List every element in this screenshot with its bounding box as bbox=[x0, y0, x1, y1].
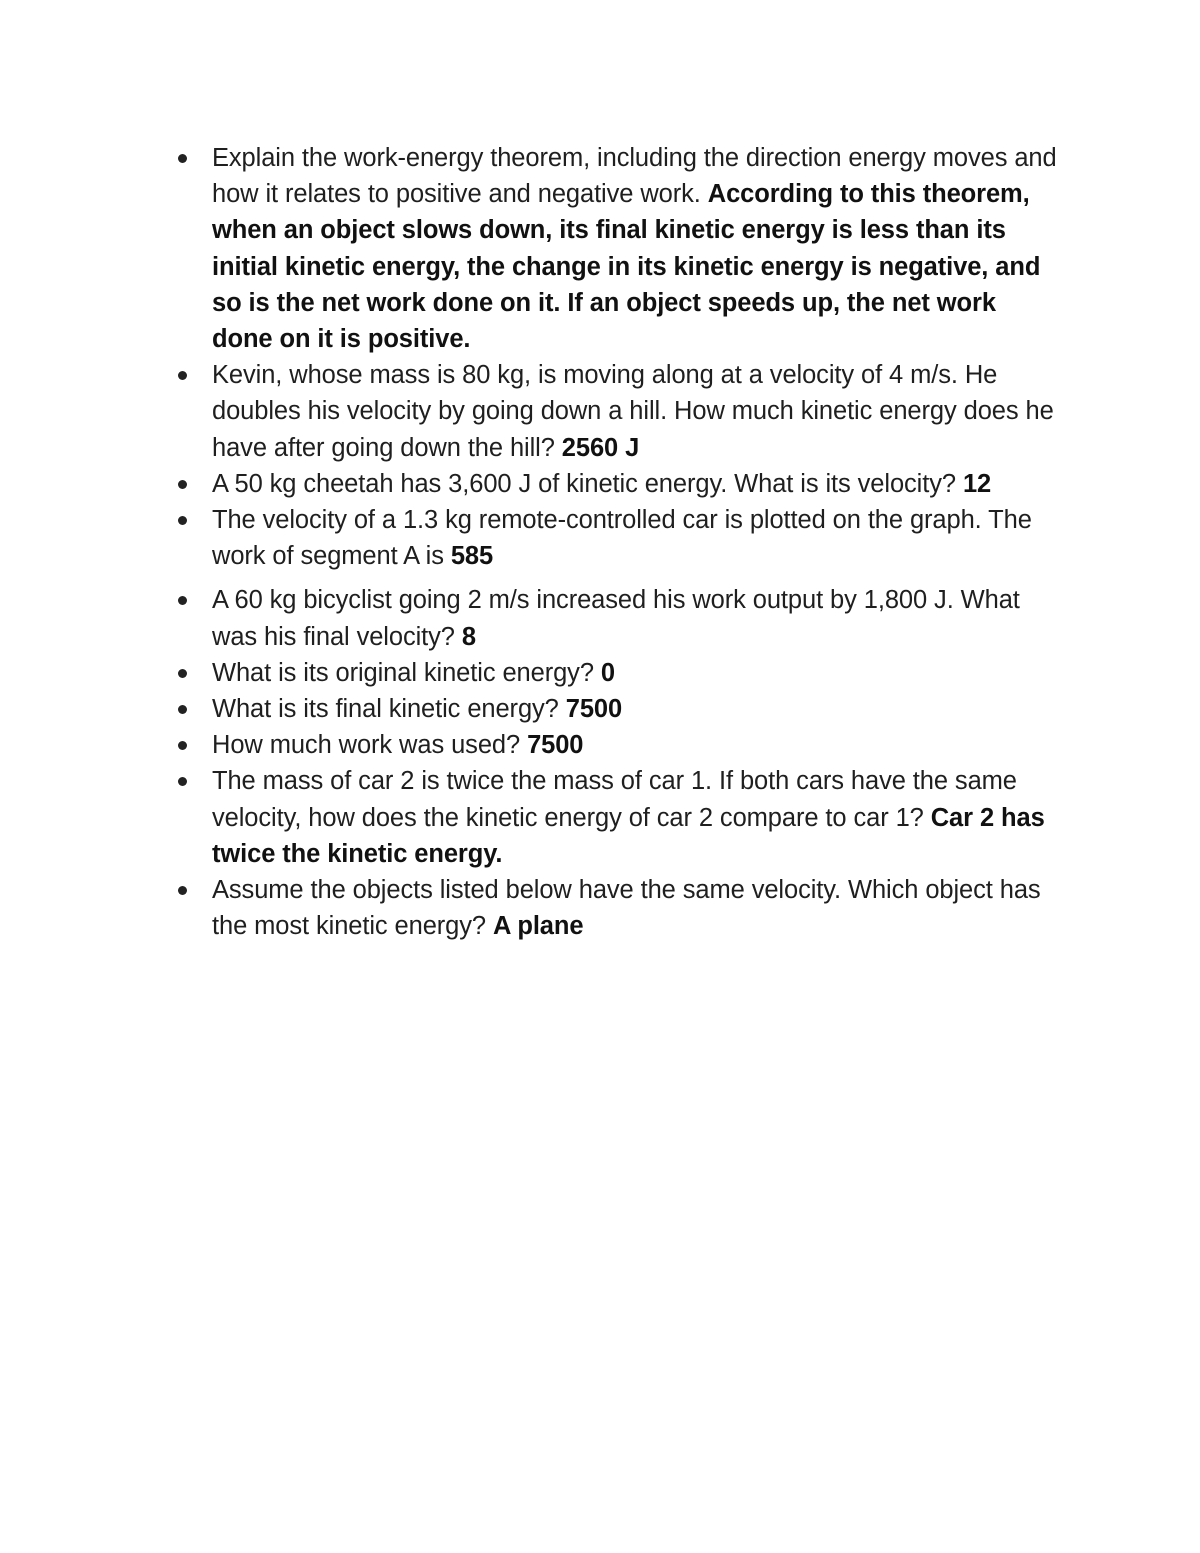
list-item bbox=[212, 502, 1062, 574]
answer-text: 7500 bbox=[527, 731, 584, 760]
question-text: The mass of car 2 is twice the mass of car 1. If both cars have the same velocity, how does the kinetic energy of car 2 compare to car 1? bbox=[212, 767, 1017, 832]
question-text: What is its final kinetic energy? bbox=[212, 695, 566, 724]
answer-text: According to this theorem, when an object slows down, its final kinetic energy is less than its initial kinetic energy, the change in its kinetic energy is negative, and so is the net work done on it. If an object speeds up, the net work done on it is positive. bbox=[212, 180, 1041, 354]
bullet-icon bbox=[178, 371, 187, 380]
question-text: A 50 kg cheetah has 3,600 J of kinetic energy. What is its velocity? bbox=[212, 469, 963, 498]
list-item bbox=[212, 140, 1062, 357]
answer-text: 585 bbox=[450, 542, 494, 571]
list-item bbox=[212, 872, 1062, 944]
answer-text: 7500 bbox=[565, 695, 623, 724]
bullet-icon bbox=[178, 669, 187, 678]
list-item bbox=[212, 727, 1062, 763]
answer-text: 0 bbox=[600, 658, 615, 687]
list-item bbox=[212, 357, 1062, 466]
answer-text: 12 bbox=[962, 469, 992, 498]
answer-text: Car 2 has twice the kinetic energy. bbox=[212, 803, 1045, 868]
bullet-icon bbox=[178, 596, 187, 605]
bullet-icon bbox=[178, 480, 187, 489]
question-list bbox=[212, 140, 1062, 944]
question-text: How much work was used? bbox=[212, 731, 528, 760]
bullet-icon bbox=[178, 886, 187, 895]
answer-text: A plane bbox=[492, 912, 584, 941]
list-item bbox=[212, 466, 1062, 502]
answer-text: 8 bbox=[461, 622, 476, 651]
list-item bbox=[212, 691, 1062, 727]
bullet-icon bbox=[178, 154, 187, 163]
question-text: What is its original kinetic energy? bbox=[212, 658, 601, 687]
bullet-icon bbox=[178, 741, 187, 750]
bullet-icon bbox=[178, 705, 187, 714]
question-text: Assume the objects listed below have the same velocity. Which object has the most kinetic energy? bbox=[212, 876, 1041, 941]
bullet-icon bbox=[178, 516, 187, 525]
answer-text: 2560 J bbox=[561, 433, 640, 462]
question-text: Explain the work-energy theorem, including the direction energy moves and how it relates to positive and negative work. bbox=[212, 144, 1057, 209]
list-item bbox=[212, 655, 1062, 691]
bullet-icon bbox=[178, 777, 187, 786]
list-item bbox=[212, 763, 1062, 872]
question-text: A 60 kg bicyclist going 2 m/s increased his work output by 1,800 J. What was his final velocity? bbox=[212, 586, 1020, 651]
list-item bbox=[212, 582, 1062, 654]
question-text: Kevin, whose mass is 80 kg, is moving along at a velocity of 4 m/s. He doubles his velocity by going down a hill. How much kinetic energy does he have after going down the hill? bbox=[212, 361, 1054, 462]
question-text: The velocity of a 1.3 kg remote-controlled car is plotted on the graph. The work of segment A is bbox=[212, 506, 1032, 571]
